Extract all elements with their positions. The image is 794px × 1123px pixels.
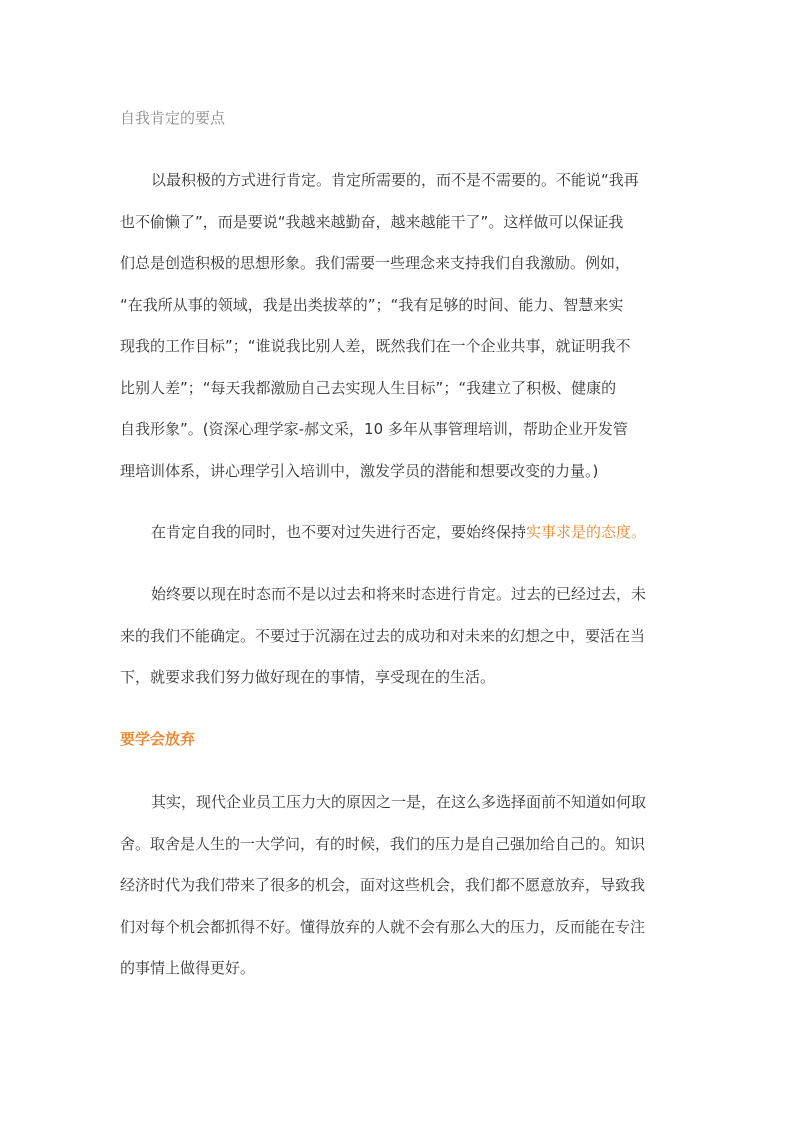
paragraph-line: 们对每个机会都抓得不好。懂得放弃的人就不会有那么大的压力，反而能在专注 [120, 917, 646, 936]
paragraph-line: 以最积极的方式进行肯定。肯定所需要的，而不是不需要的。不能说“我再 [151, 171, 639, 189]
paragraph-line: 自我形象”。(资深心理学家-郝文采，10 多年从事管理培训，帮助企业开发管 [120, 420, 628, 438]
paragraph-line: 下，就要求我们努力做好现在的事情，享受现在的生活。 [120, 668, 496, 686]
paragraph-line: 们总是创造积极的思想形象。我们需要一些理念来支持我们自我激励。例如， [120, 254, 631, 272]
section-title-self-affirmation: 自我肯定的要点 [120, 109, 226, 127]
highlight-text: 实事求是的态度。 [526, 523, 647, 541]
paragraph-line: 也不偷懒了”，而是要说“我越来越勤奋，越来越能干了”。这样做可以保证我 [120, 212, 624, 231]
paragraph-line: 现我的工作目标”；“谁说我比别人差，既然我们在一个企业共事，就证明我不 [120, 337, 631, 355]
paragraph-line: 来的我们不能确定。不要过于沉溺在过去的成功和对未来的幻想之中，要活在当 [120, 626, 646, 645]
paragraph-line: 经济时代为我们带来了很多的机会，面对这些机会，我们都不愿意放弃，导致我 [120, 876, 646, 894]
section-title-learn-to-let-go: 要学会放弃 [120, 730, 196, 748]
paragraph-line: “在我所从事的领域，我是出类拔萃的”；“我有足够的时间、能力、智慧来实 [120, 295, 624, 314]
paragraph-line: 舍。取舍是人生的一大学问，有的时候，我们的压力是自己强加给自己的。知识 [120, 834, 646, 853]
paragraph-line: 始终要以现在时态而不是以过去和将来时态进行肯定。过去的已经过去，未 [151, 585, 647, 603]
paragraph-line: 其实，现代企业员工压力大的原因之一是，在这么多选择面前不知道如何取 [151, 793, 647, 811]
paragraph-line: 理培训体系，讲心理学引入培训中，激发学员的潜能和想要改变的力量。) [120, 461, 599, 480]
paragraph-present-tense [120, 574, 676, 699]
paragraph-no-negation [120, 512, 676, 554]
paragraph-let-go [120, 782, 676, 990]
paragraph-line: 的事情上做得更好。 [120, 959, 256, 977]
paragraph-line [120, 512, 676, 554]
paragraph-line: 比别人差”；“每天我都激励自己去实现人生目标”；“我建立了积极、健康的 [120, 378, 617, 397]
paragraph-affirmation-positive [120, 160, 676, 492]
paragraph-text: 在肯定自我的同时，也不要对过失进行否定，要始终保持 [151, 523, 527, 541]
